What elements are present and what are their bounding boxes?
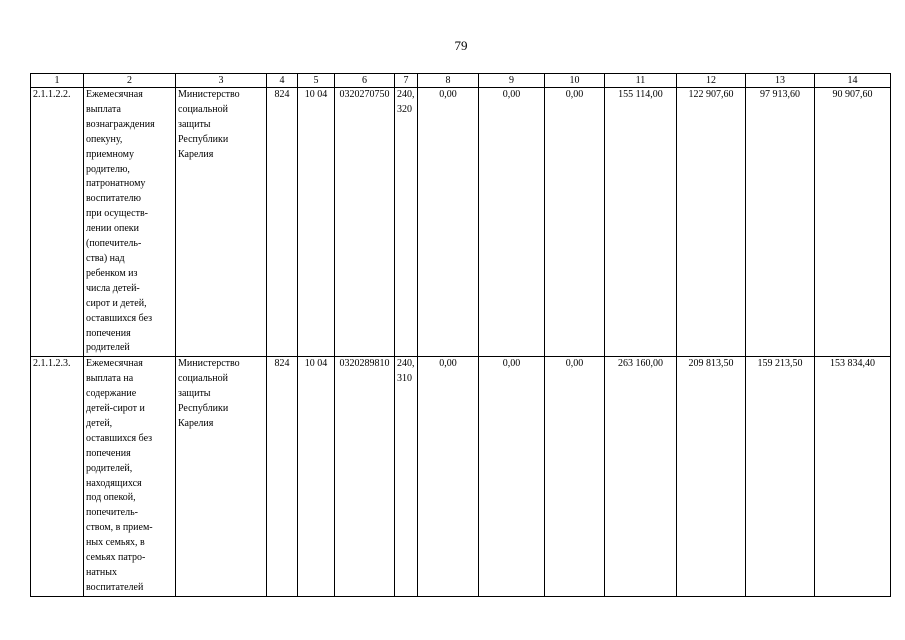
grbs-code: 824 [267,357,298,597]
expense-type-code: 240, 310 [395,357,418,597]
amount-cell: 0,00 [479,88,545,357]
row-code: 2.1.1.2.2. [31,88,84,357]
budget-table [30,73,891,597]
amount-cell: 0,00 [545,357,605,597]
target-article-code: 0320289810 [335,357,395,597]
column-header: 14 [815,74,891,88]
column-header: 2 [84,74,176,88]
column-header: 5 [298,74,335,88]
expense-type-code: 240, 320 [395,88,418,357]
target-article-code: 0320270750 [335,88,395,357]
amount-cell: 209 813,50 [677,357,746,597]
measure-name: Ежемесячная выплата вознаграждения опекуну, приемному родителю, патронатному воспитателю при осуществ- лении опеки (попечитель- ства) над ребенком из числа детей- сирот и детей, оставшихся без попечения родителей [84,88,176,357]
section-code: 10 04 [298,357,335,597]
column-header: 8 [418,74,479,88]
amount-cell: 122 907,60 [677,88,746,357]
amount-cell: 0,00 [418,357,479,597]
table-row [31,88,891,357]
measure-name: Ежемесячная выплата на содержание детей-сирот и детей, оставшихся без попечения родителей, находящихся под опекой, попечитель- ством, в прием- ных семьях, в семьях патро- натных воспитателей [84,357,176,597]
amount-cell: 159 213,50 [746,357,815,597]
section-code: 10 04 [298,88,335,357]
column-header: 10 [545,74,605,88]
amount-cell: 155 114,00 [605,88,677,357]
column-header: 11 [605,74,677,88]
grbs-code: 824 [267,88,298,357]
amount-cell: 90 907,60 [815,88,891,357]
amount-cell: 0,00 [479,357,545,597]
responsible-organization: Министерство социальной защиты Республики Карелия [176,88,267,357]
amount-cell: 0,00 [418,88,479,357]
header-row [31,74,891,88]
column-header: 1 [31,74,84,88]
column-header: 4 [267,74,298,88]
column-header: 9 [479,74,545,88]
amount-cell: 263 160,00 [605,357,677,597]
row-code: 2.1.1.2.3. [31,357,84,597]
column-header: 7 [395,74,418,88]
page-number: 79 [454,38,468,53]
column-header: 13 [746,74,815,88]
column-header: 3 [176,74,267,88]
responsible-organization: Министерство социальной защиты Республики Карелия [176,357,267,597]
column-header: 6 [335,74,395,88]
column-header: 12 [677,74,746,88]
amount-cell: 97 913,60 [746,88,815,357]
amount-cell: 153 834,40 [815,357,891,597]
amount-cell: 0,00 [545,88,605,357]
table-row [31,357,891,597]
